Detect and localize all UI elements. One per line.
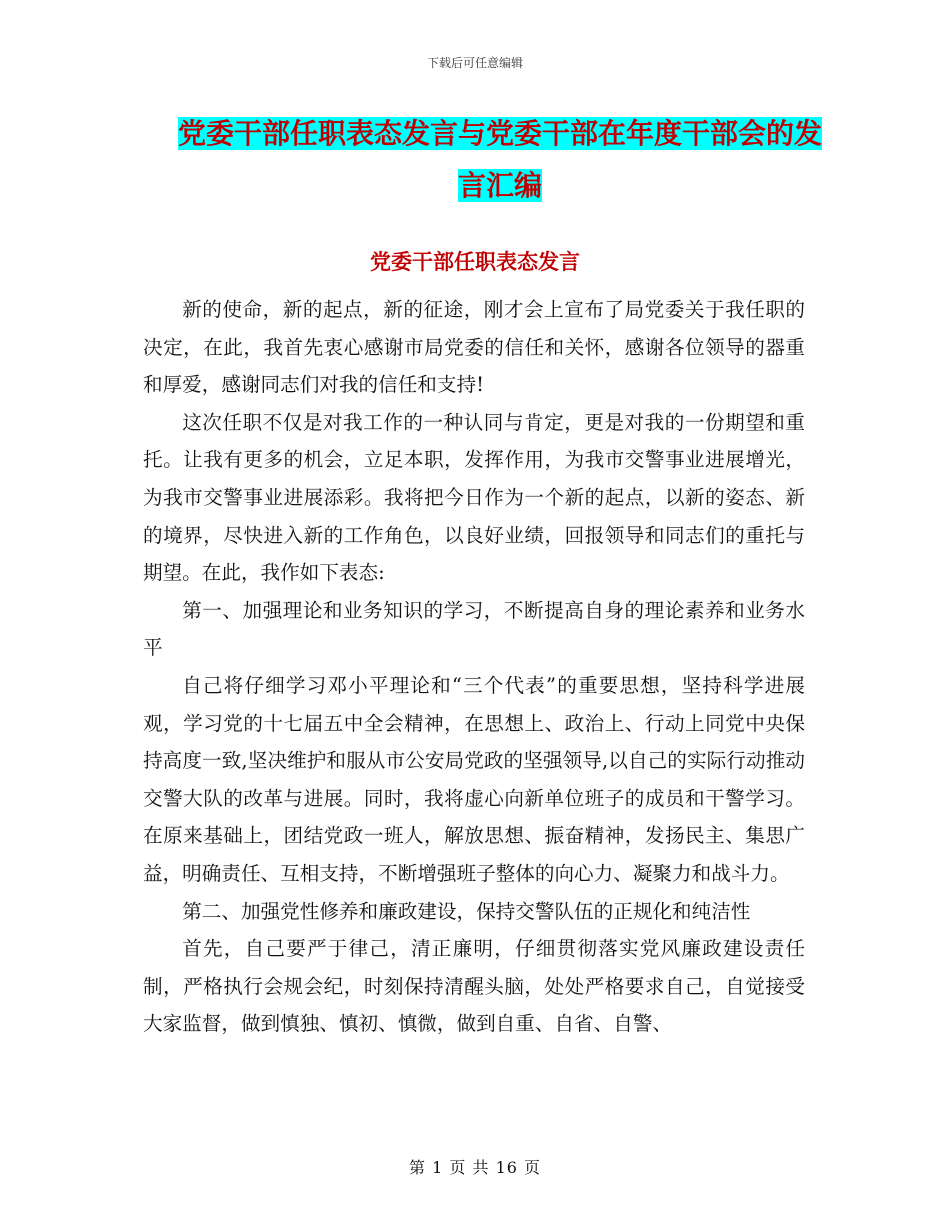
paragraph: 第一、加强理论和业务知识的学习，不断提高自身的理论素养和业务水平 [143,598,805,660]
document-title-line-1: 党委干部任职表态发言与党委干部在年度干部会的发 [177,117,822,150]
paragraph: 首先，自己要严于律己，清正廉明，仔细贯彻落实党风廉政建设责任制，严格执行会规会纪，时刻保持清醒头脑，处处严格要求自己，自觉接受大家监督，做到慎独、慎初、慎微，做到自重、自省、自警、 [143,937,805,1036]
document-title [150,108,850,212]
paragraph: 第二、加强党性修养和廉政建设，保持交警队伍的正规化和纯洁性 [182,899,751,923]
paragraph: 自己将仔细学习邓小平理论和“三个代表”的重要思想，坚持科学进展观，学习党的十七届五中全会精神，在思想上、政治上、行动上同党中央保持高度一致,坚决维护和服从市公安局党政的坚强领导,以自己的实际行动推动交警大队的改革与进展。同时，我将虚心向新单位班子的成员和干警学习。在原来基础上，团结党政一班人，解放思想、振奋精神，发扬民主、集思广益，明确责任、互相支持，不断增强班子整体的向心力、凝聚力和战斗力。 [143,673,805,885]
header-note: 下载后可任意编辑 [426,56,523,70]
paragraph: 这次任职不仅是对我工作的一种认同与肯定，更是对我的一份期望和重托。让我有更多的机会，立足本职，发挥作用，为我市交警事业进展增光，为我市交警事业进展添彩。我将把今日作为一个新的起点，以新的姿态、新的境界，尽快进入新的工作角色，以良好业绩，回报领导和同志们的重托与期望。在此，我作如下表态: [143,410,805,585]
paragraph: 新的使命，新的起点，新的征途，刚才会上宣布了局党委关于我任职的决定，在此，我首先衷心感谢市局党委的信任和关怀，感谢各位领导的器重和厚爱，感谢同志们对我的信任和支持! [143,298,805,397]
footer-page-number: 1 [432,1158,444,1177]
document-body [143,291,805,1043]
footer-total-label: 共 [472,1158,490,1177]
footer-total-unit: 页 [524,1158,542,1177]
document-title-line-2: 言汇编 [457,169,542,202]
footer-page-unit: 页 [449,1158,467,1177]
footer-total-pages: 16 [495,1158,518,1177]
footer-page-label: 第 [408,1158,426,1177]
section-title: 党委干部任职表态发言 [370,250,580,274]
page-footer [0,1155,950,1178]
